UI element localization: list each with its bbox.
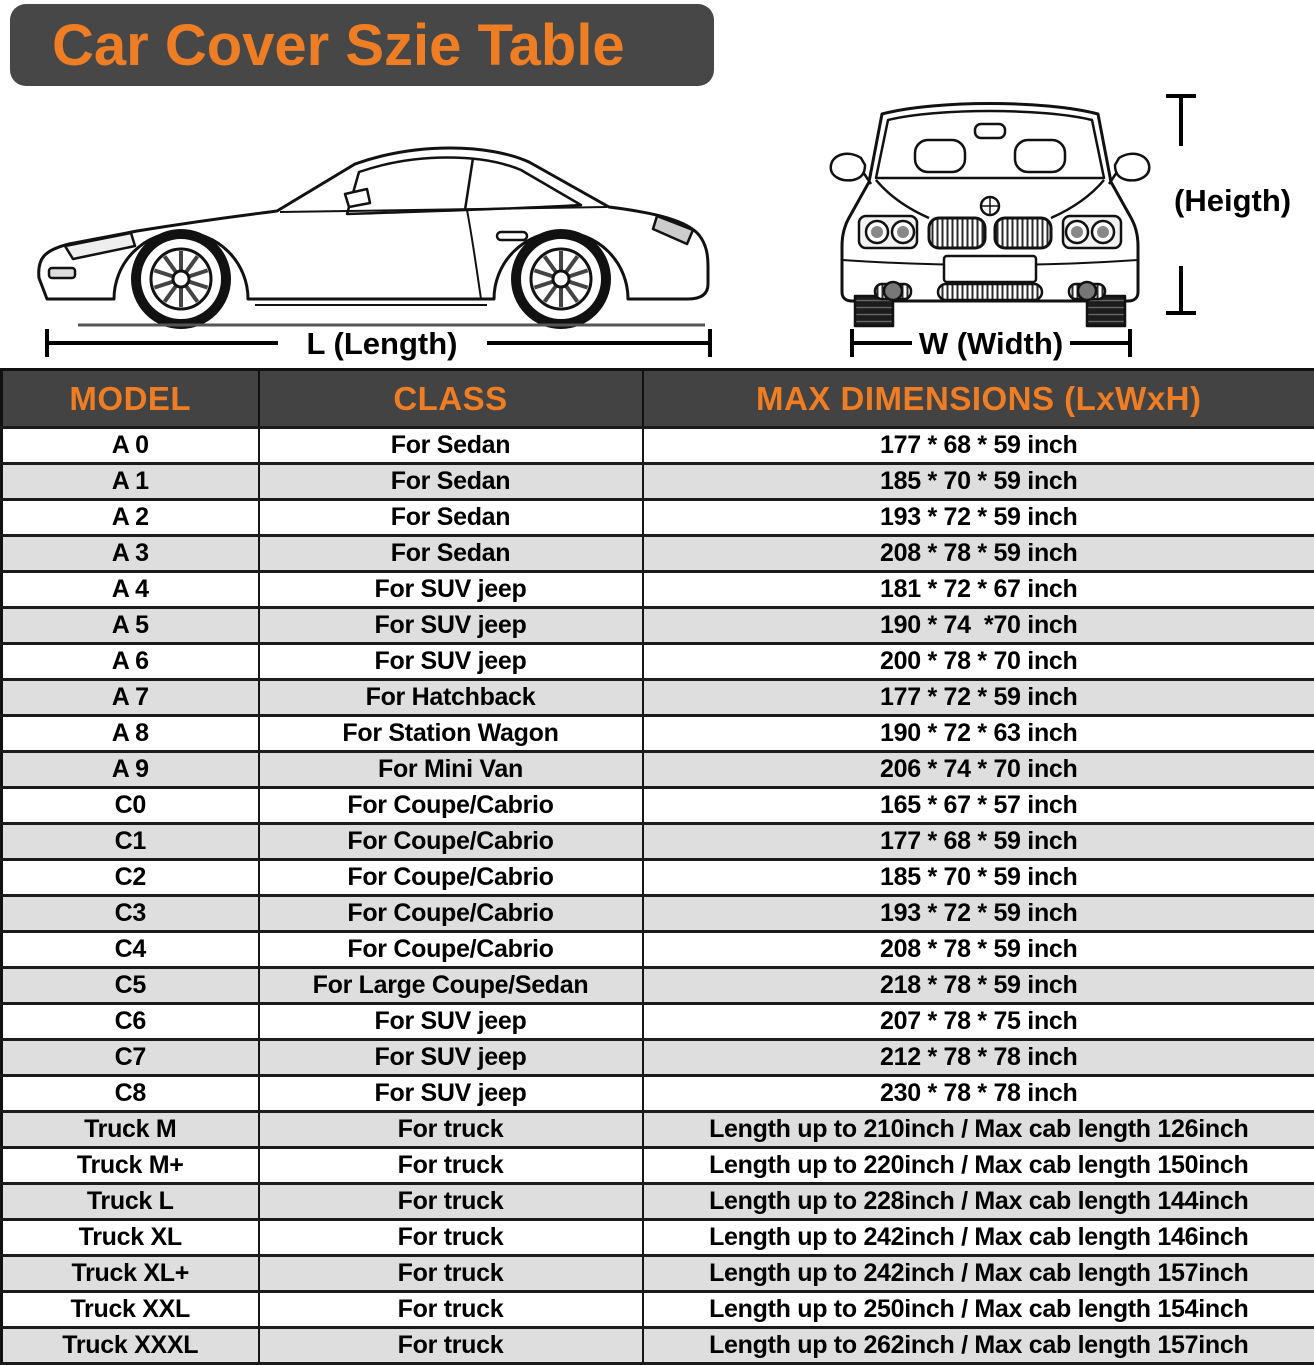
dimensions-cell: Length up to 242inch / Max cab length 146inch <box>643 1220 1314 1256</box>
width-label: W (Width) <box>919 326 1063 361</box>
model-cell: A 4 <box>2 572 259 608</box>
class-cell: For Large Coupe/Sedan <box>259 968 643 1004</box>
dimensions-cell: 218 * 78 * 59 inch <box>643 968 1314 1004</box>
table-row <box>2 572 1314 608</box>
class-cell: For truck <box>259 1184 643 1220</box>
dimensions-cell: 208 * 78 * 59 inch <box>643 932 1314 968</box>
class-cell: For truck <box>259 1220 643 1256</box>
dimensions-cell: 181 * 72 * 67 inch <box>643 572 1314 608</box>
class-cell: For Coupe/Cabrio <box>259 896 643 932</box>
table-row <box>2 932 1314 968</box>
dimensions-cell: Length up to 220inch / Max cab length 150inch <box>643 1148 1314 1184</box>
model-cell: A 1 <box>2 464 259 500</box>
table-row <box>2 788 1314 824</box>
class-cell: For truck <box>259 1148 643 1184</box>
table-row <box>2 896 1314 932</box>
table-row <box>2 1076 1314 1112</box>
dimensions-cell: 206 * 74 * 70 inch <box>643 752 1314 788</box>
table-row <box>2 680 1314 716</box>
dimensions-cell: Length up to 242inch / Max cab length 157inch <box>643 1256 1314 1292</box>
class-cell: For Station Wagon <box>259 716 643 752</box>
size-table-body <box>2 428 1314 1364</box>
dimensions-cell: 190 * 72 * 63 inch <box>643 716 1314 752</box>
table-row <box>2 1112 1314 1148</box>
table-row <box>2 752 1314 788</box>
model-cell: Truck XL+ <box>2 1256 259 1292</box>
model-cell: Truck M <box>2 1112 259 1148</box>
class-cell: For Hatchback <box>259 680 643 716</box>
class-cell: For truck <box>259 1328 643 1364</box>
table-row <box>2 644 1314 680</box>
table-row <box>2 1220 1314 1256</box>
model-cell: A 2 <box>2 500 259 536</box>
model-cell: Truck XL <box>2 1220 259 1256</box>
table-row <box>2 464 1314 500</box>
model-cell: C6 <box>2 1004 259 1040</box>
class-cell: For truck <box>259 1292 643 1328</box>
dimensions-cell: 212 * 78 * 78 inch <box>643 1040 1314 1076</box>
class-cell: For Coupe/Cabrio <box>259 932 643 968</box>
column-header-model: MODEL <box>2 370 259 428</box>
class-cell: For Sedan <box>259 536 643 572</box>
column-header-class: CLASS <box>259 370 643 428</box>
table-row <box>2 1292 1314 1328</box>
table-row <box>2 1184 1314 1220</box>
dimensions-cell: 185 * 70 * 59 inch <box>643 464 1314 500</box>
table-row <box>2 860 1314 896</box>
height-label: (Heigth) <box>1174 183 1291 218</box>
class-cell: For SUV jeep <box>259 1040 643 1076</box>
model-cell: Truck M+ <box>2 1148 259 1184</box>
dimensions-cell: 207 * 78 * 75 inch <box>643 1004 1314 1040</box>
dimensions-cell: Length up to 228inch / Max cab length 144inch <box>643 1184 1314 1220</box>
table-row <box>2 1328 1314 1364</box>
class-cell: For Mini Van <box>259 752 643 788</box>
car-diagrams <box>0 88 1314 368</box>
table-row <box>2 500 1314 536</box>
model-cell: C7 <box>2 1040 259 1076</box>
class-cell: For Sedan <box>259 464 643 500</box>
class-cell: For SUV jeep <box>259 644 643 680</box>
model-cell: A 3 <box>2 536 259 572</box>
model-cell: C2 <box>2 860 259 896</box>
model-cell: A 5 <box>2 608 259 644</box>
column-header-dimensions: MAX DIMENSIONS (LxWxH) <box>643 370 1314 428</box>
model-cell: A 0 <box>2 428 259 464</box>
model-cell: C0 <box>2 788 259 824</box>
model-cell: C1 <box>2 824 259 860</box>
class-cell: For Sedan <box>259 428 643 464</box>
class-cell: For Coupe/Cabrio <box>259 860 643 896</box>
dimensions-cell: 200 * 78 * 70 inch <box>643 644 1314 680</box>
table-row <box>2 608 1314 644</box>
class-cell: For SUV jeep <box>259 572 643 608</box>
table-row <box>2 1148 1314 1184</box>
dimensions-cell: 177 * 68 * 59 inch <box>643 428 1314 464</box>
dimensions-cell: 208 * 78 * 59 inch <box>643 536 1314 572</box>
class-cell: For SUV jeep <box>259 1076 643 1112</box>
table-row <box>2 536 1314 572</box>
model-cell: C5 <box>2 968 259 1004</box>
class-cell: For Coupe/Cabrio <box>259 824 643 860</box>
model-cell: C3 <box>2 896 259 932</box>
size-table-header <box>2 370 1314 428</box>
dimensions-cell: 177 * 68 * 59 inch <box>643 824 1314 860</box>
model-cell: Truck XXL <box>2 1292 259 1328</box>
dimensions-cell: 193 * 72 * 59 inch <box>643 500 1314 536</box>
front-car-illustration <box>831 104 1149 327</box>
dimensions-cell: 190 * 74 *70 inch <box>643 608 1314 644</box>
page-title: Car Cover Szie Table <box>52 12 625 79</box>
class-cell: For Coupe/Cabrio <box>259 788 643 824</box>
model-cell: A 8 <box>2 716 259 752</box>
dimensions-cell: Length up to 262inch / Max cab length 157inch <box>643 1328 1314 1364</box>
class-cell: For SUV jeep <box>259 1004 643 1040</box>
class-cell: For SUV jeep <box>259 608 643 644</box>
size-table <box>0 368 1314 1365</box>
table-row <box>2 824 1314 860</box>
model-cell: A 6 <box>2 644 259 680</box>
model-cell: Truck L <box>2 1184 259 1220</box>
model-cell: C4 <box>2 932 259 968</box>
dimensions-cell: 193 * 72 * 59 inch <box>643 896 1314 932</box>
class-cell: For Sedan <box>259 500 643 536</box>
dimensions-cell: Length up to 250inch / Max cab length 154inch <box>643 1292 1314 1328</box>
dimensions-cell: 177 * 72 * 59 inch <box>643 680 1314 716</box>
title-banner <box>10 4 714 86</box>
class-cell: For truck <box>259 1256 643 1292</box>
table-row <box>2 1004 1314 1040</box>
table-row <box>2 428 1314 464</box>
table-row <box>2 968 1314 1004</box>
table-row <box>2 1040 1314 1076</box>
dimensions-cell: 230 * 78 * 78 inch <box>643 1076 1314 1112</box>
table-row <box>2 716 1314 752</box>
model-cell: C8 <box>2 1076 259 1112</box>
model-cell: A 7 <box>2 680 259 716</box>
dimensions-cell: 165 * 67 * 57 inch <box>643 788 1314 824</box>
class-cell: For truck <box>259 1112 643 1148</box>
table-row <box>2 1256 1314 1292</box>
side-car-illustration <box>39 148 708 324</box>
model-cell: A 9 <box>2 752 259 788</box>
model-cell: Truck XXXL <box>2 1328 259 1364</box>
dimensions-cell: 185 * 70 * 59 inch <box>643 860 1314 896</box>
dimensions-cell: Length up to 210inch / Max cab length 126inch <box>643 1112 1314 1148</box>
length-label: L (Length) <box>307 326 458 361</box>
